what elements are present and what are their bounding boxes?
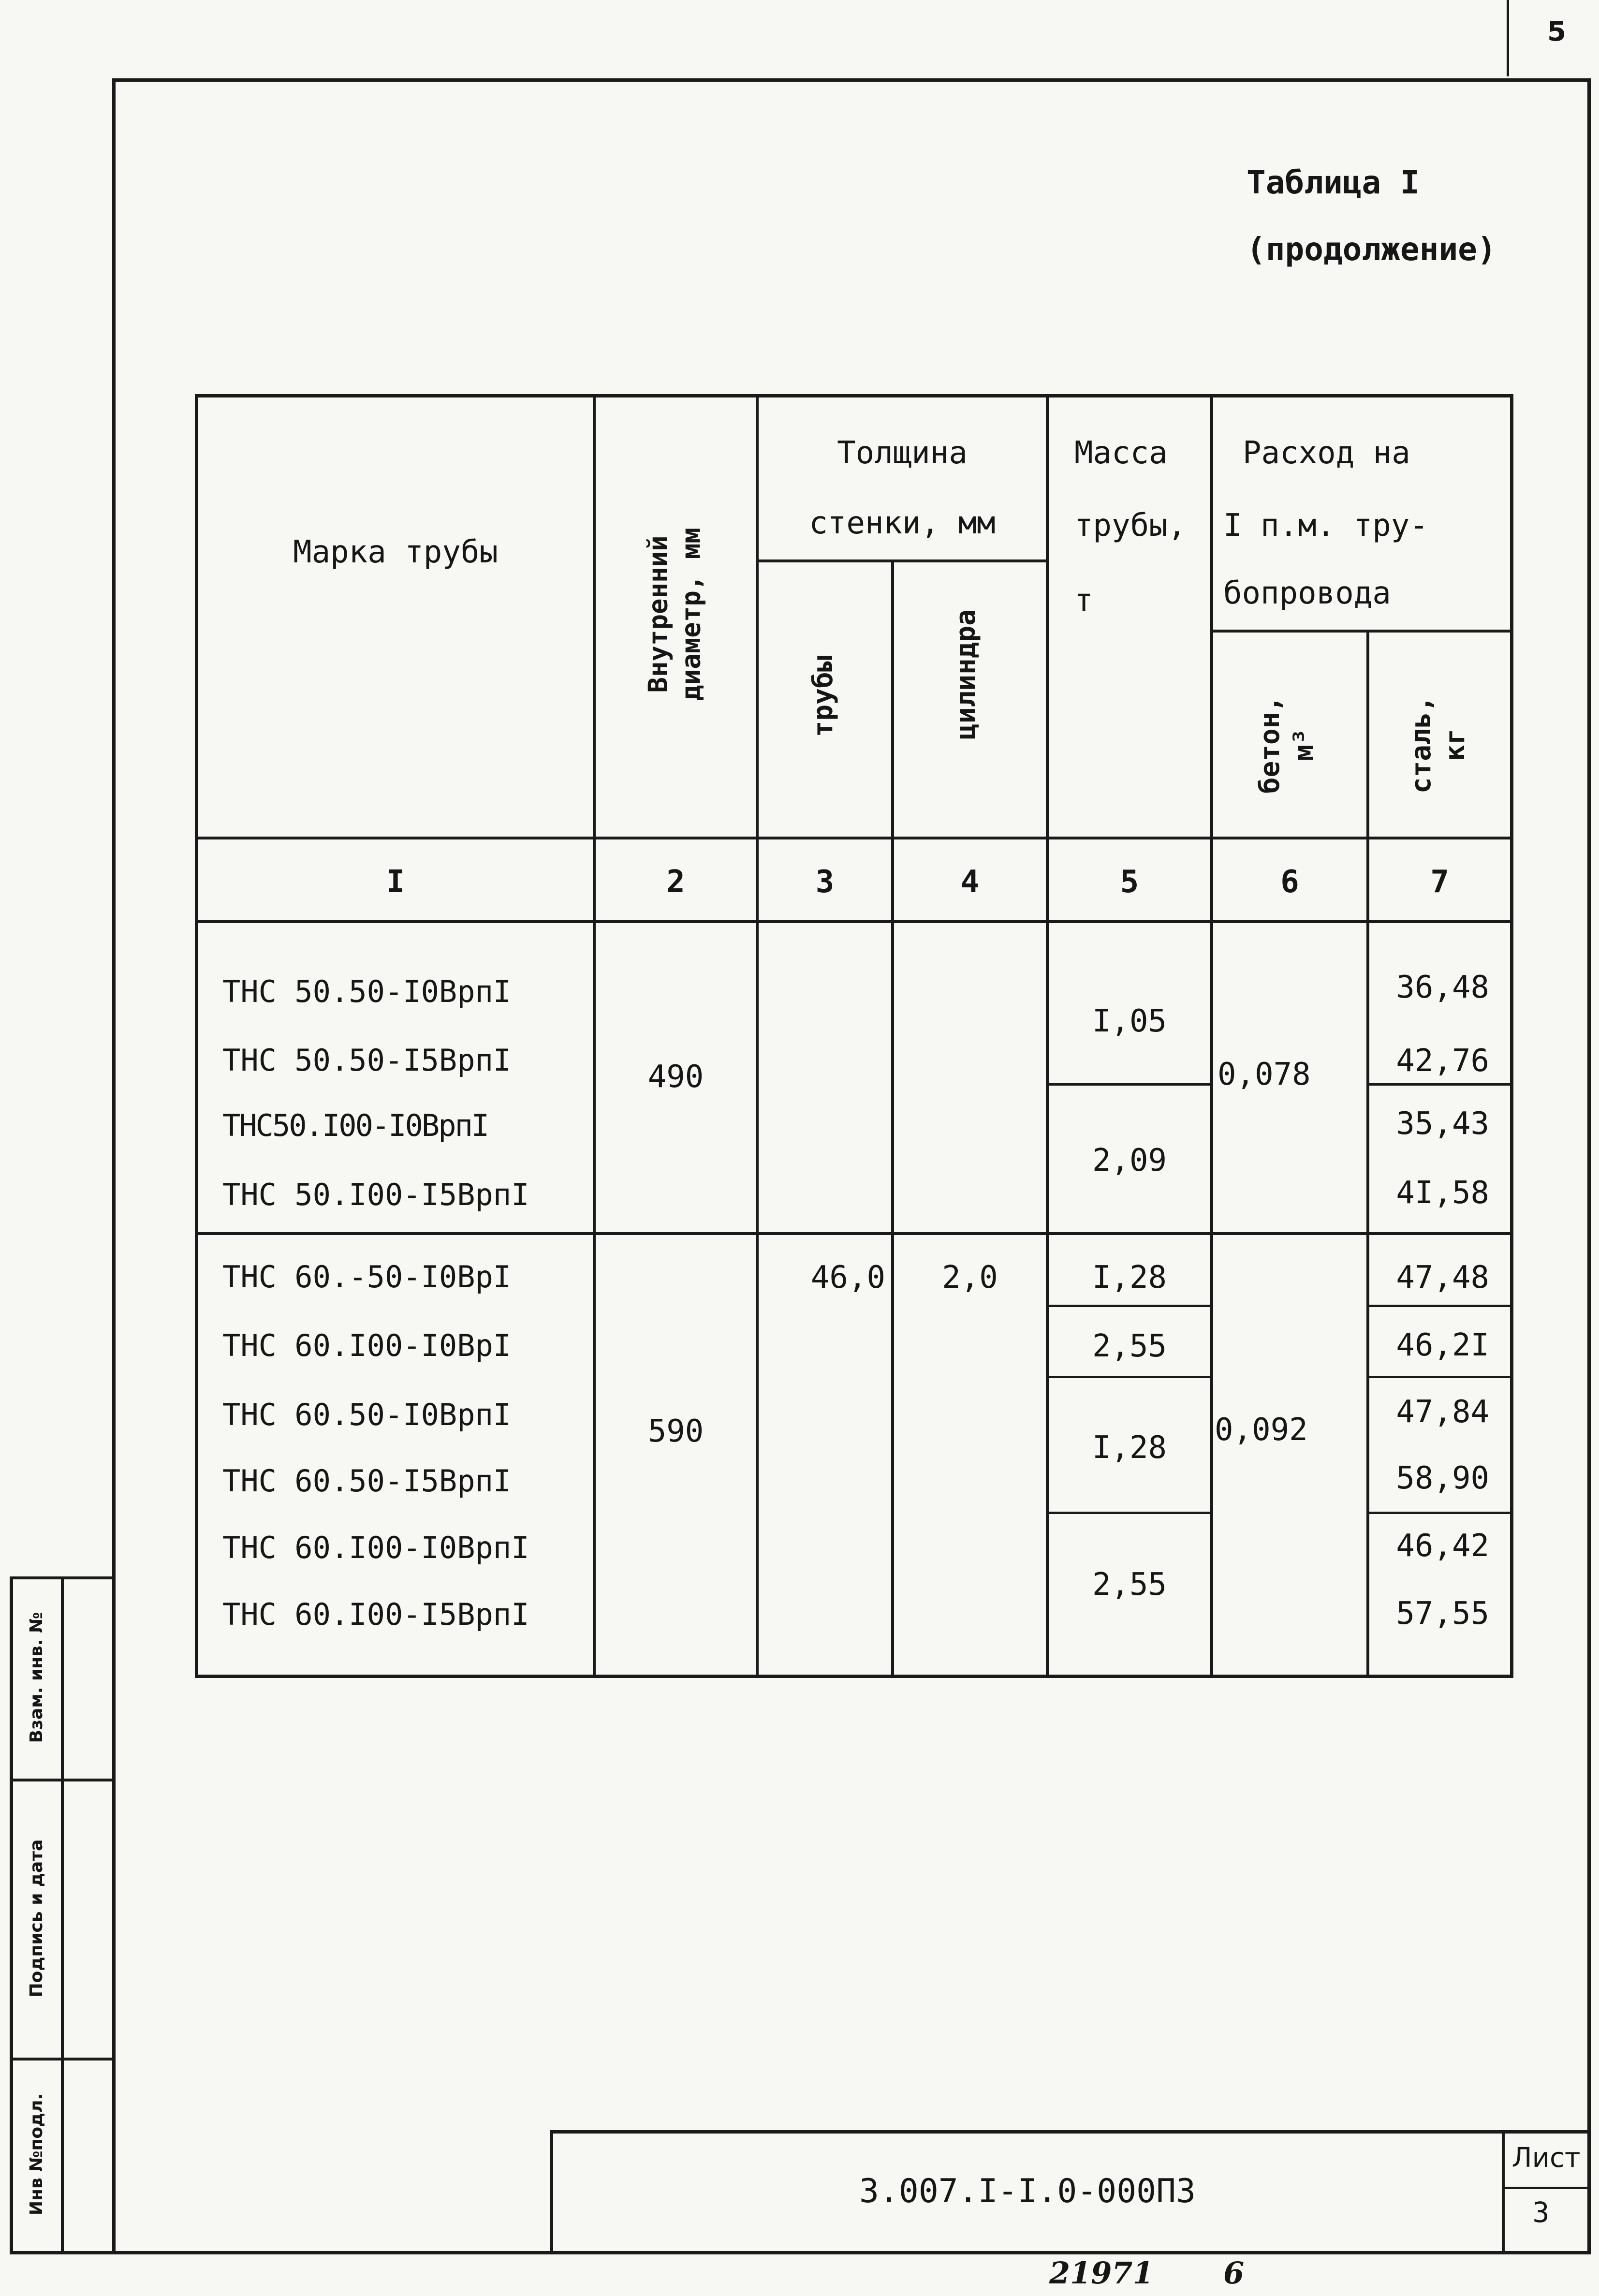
mass-value: 2,55 <box>1092 1328 1167 1364</box>
header-mass-1: Масса <box>1074 435 1168 471</box>
table-row-mark: ТНС 60.I00-I0ВрпI <box>222 1530 529 1565</box>
table-caption-title: Таблица I <box>1247 164 1420 201</box>
stamp-replacement-number: Взам. инв. № <box>27 1612 46 1743</box>
mass-value: 2,55 <box>1092 1567 1167 1603</box>
header-steel: сталь, кг <box>1406 695 1471 794</box>
header-wall-thickness-2: стенки, мм <box>809 505 996 541</box>
table-row-mark: ТНС 50.I00-I5ВрпI <box>222 1177 529 1212</box>
mass-value: I,28 <box>1092 1260 1167 1295</box>
steel-value: 47,48 <box>1396 1260 1489 1295</box>
column-number: 5 <box>1120 864 1139 900</box>
table-row-mark: ТНС50.I00-I0ВрпI <box>222 1108 488 1143</box>
column-number: I <box>386 864 405 900</box>
column-number: 7 <box>1430 864 1449 900</box>
table-row-mark: ТНС 60.50-I5ВрпI <box>222 1463 512 1499</box>
table-row-mark: ТНС 60.I00-I0ВрI <box>222 1328 512 1363</box>
inner-diameter-value: 590 <box>647 1413 704 1449</box>
header-wall-pipe: трубы <box>807 655 839 737</box>
column-number: 4 <box>960 864 980 900</box>
stamp-inventory-number: Инв №подл. <box>27 2093 46 2216</box>
table-row-mark: ТНС 50.50-I5ВрпI <box>222 1043 512 1078</box>
table-row-mark: ТНС 50.50-I0ВрпI <box>222 974 512 1009</box>
wall-cylinder-value: 2,0 <box>942 1260 998 1295</box>
header-consumption-2: I п.м. тру- <box>1223 508 1428 544</box>
header-wall-thickness-1: Толщина <box>837 435 968 471</box>
steel-value: 58,90 <box>1396 1460 1489 1496</box>
table-row-mark: ТНС 60.I00-I5ВрпI <box>222 1597 529 1632</box>
sheet-label: Лист <box>1511 2142 1581 2174</box>
steel-value: 36,48 <box>1396 970 1489 1005</box>
concrete-value: 0,092 <box>1215 1412 1308 1448</box>
table-row-mark: ТНС 60.50-I0ВрпI <box>222 1397 512 1432</box>
table-row-mark: ТНС 60.-50-I0ВрI <box>222 1259 512 1295</box>
header-consumption-1: Расход на <box>1243 435 1410 471</box>
handwritten-number: 6 <box>1223 2255 1245 2291</box>
steel-value: 46,2I <box>1396 1327 1489 1363</box>
page-number: 5 <box>1547 16 1566 47</box>
column-number: 3 <box>815 864 835 900</box>
document-designation: 3.007.I-I.0-000ПЗ <box>859 2172 1196 2210</box>
header-mass-3: т <box>1074 583 1093 618</box>
handwritten-number: 21971 <box>1049 2255 1154 2291</box>
wall-pipe-value: 46,0 <box>810 1260 885 1295</box>
steel-value: 4I,58 <box>1396 1175 1489 1211</box>
stamp-signature-date: Подпись и дата <box>27 1839 46 1998</box>
mass-value: I,28 <box>1092 1430 1167 1466</box>
header-mass-2: трубы, <box>1074 508 1187 544</box>
mass-value: I,05 <box>1092 1003 1167 1039</box>
header-consumption-3: бопровода <box>1223 575 1391 611</box>
sheet-number: 3 <box>1532 2196 1550 2229</box>
column-number: 6 <box>1280 864 1299 900</box>
steel-value: 46,42 <box>1396 1528 1489 1564</box>
inner-diameter-value: 490 <box>647 1059 704 1095</box>
header-concrete: бетон, м³ <box>1254 695 1320 794</box>
steel-value: 35,43 <box>1396 1106 1489 1142</box>
header-mark: Марка трубы <box>293 534 498 570</box>
concrete-value: 0,078 <box>1218 1057 1311 1092</box>
column-number: 2 <box>666 864 685 900</box>
mass-value: 2,09 <box>1092 1143 1167 1178</box>
header-wall-cylinder: цилиндра <box>950 609 982 740</box>
header-inner-diameter: Внутренний диаметр, мм <box>643 528 706 701</box>
steel-value: 47,84 <box>1396 1394 1489 1430</box>
steel-value: 42,76 <box>1396 1043 1489 1079</box>
steel-value: 57,55 <box>1396 1596 1489 1632</box>
table-caption-subtitle: (продолжение) <box>1247 231 1496 268</box>
